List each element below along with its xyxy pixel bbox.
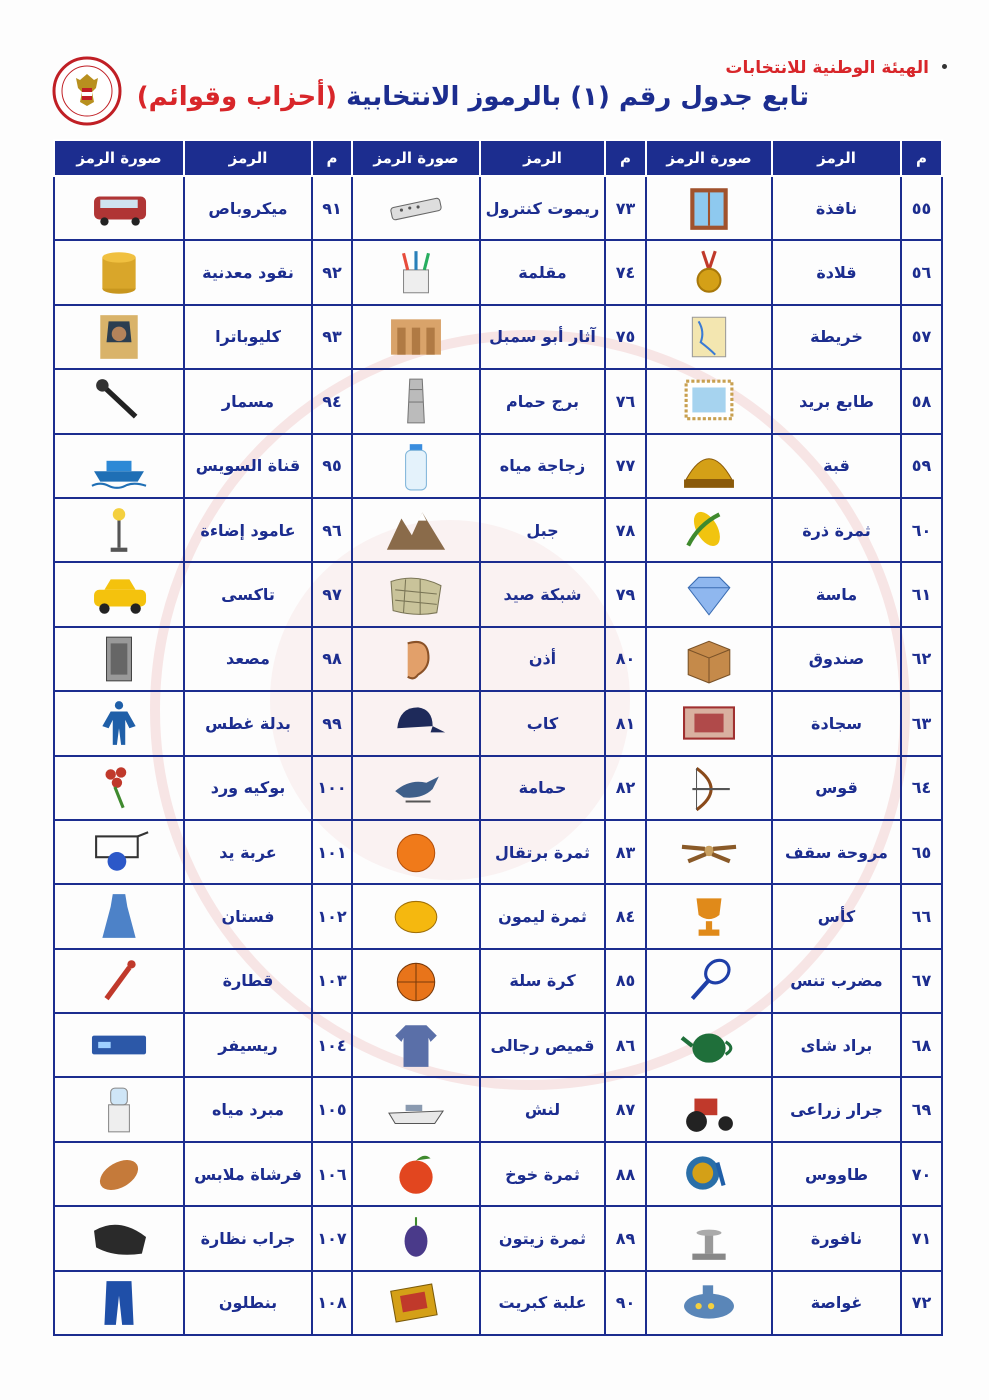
symbol-image: [352, 240, 480, 304]
symbol-image: [352, 884, 480, 948]
title-subtitle: (أحزاب وقوائم): [136, 82, 337, 112]
symbol-name: قناة السويس: [184, 434, 312, 498]
table-row: [54, 305, 942, 369]
symbol-image: [352, 1271, 480, 1335]
symbol-number: ٧٦: [605, 369, 646, 433]
symbol-image: [646, 1206, 772, 1270]
symbol-image: [646, 562, 772, 626]
symbol-image: [646, 627, 772, 691]
symbol-number: ٨٢: [605, 756, 646, 820]
symbol-number: ٧٨: [605, 498, 646, 562]
symbol-image: [352, 627, 480, 691]
symbol-number: ١٠١: [312, 820, 352, 884]
symbol-name: براد شاى: [772, 1013, 901, 1077]
symbol-name: أذن: [480, 627, 605, 691]
symbol-name: جراب نظارة: [184, 1206, 312, 1270]
symbol-number: ٩٧: [312, 562, 352, 626]
symbol-name: آثار أبو سمبل: [480, 305, 605, 369]
symbol-image: [54, 1142, 184, 1206]
cup-icon: [669, 890, 749, 942]
symbol-number: ١٠٣: [312, 949, 352, 1013]
stamp-icon: [669, 375, 749, 427]
cleopatra-icon: [79, 311, 159, 363]
symbol-number: ١٠٧: [312, 1206, 352, 1270]
symbol-image: [352, 756, 480, 820]
speedboat-icon: [376, 1084, 456, 1136]
peach-icon: [376, 1148, 456, 1200]
symbol-image: [646, 369, 772, 433]
lamp-post-icon: [79, 504, 159, 556]
table-row: [54, 756, 942, 820]
symbol-image: [54, 240, 184, 304]
symbol-number: ٧١: [901, 1206, 942, 1270]
bow-icon: [669, 762, 749, 814]
bouquet-icon: [79, 762, 159, 814]
symbol-image: [646, 691, 772, 755]
symbol-number: ٦٦: [901, 884, 942, 948]
coins-icon: [79, 247, 159, 299]
symbol-number: ٦٤: [901, 756, 942, 820]
symbol-number: ٩٨: [312, 627, 352, 691]
symbol-name: قبة: [772, 434, 901, 498]
symbol-number: ٨٩: [605, 1206, 646, 1270]
suez-canal-icon: [79, 440, 159, 492]
symbol-number: ٦٣: [901, 691, 942, 755]
symbol-number: ٩٤: [312, 369, 352, 433]
symbol-number: ٨١: [605, 691, 646, 755]
symbol-name: نقود معدنية: [184, 240, 312, 304]
table-row: [54, 691, 942, 755]
symbol-number: ٩٩: [312, 691, 352, 755]
symbol-number: ٧٩: [605, 562, 646, 626]
symbol-image: [352, 305, 480, 369]
table-row: [54, 498, 942, 562]
receiver-icon: [79, 1019, 159, 1071]
symbol-name: قطارة: [184, 949, 312, 1013]
symbol-number: ١٠٢: [312, 884, 352, 948]
corner-dot: [942, 64, 947, 69]
basketball-icon: [376, 955, 456, 1007]
symbol-image: [352, 434, 480, 498]
col-header-image: صورة الرمز: [646, 140, 772, 176]
symbol-name: جرار زراعى: [772, 1077, 901, 1141]
symbol-number: ٧٠: [901, 1142, 942, 1206]
screw-icon: [79, 375, 159, 427]
symbol-number: ٦١: [901, 562, 942, 626]
symbol-number: ٦٥: [901, 820, 942, 884]
symbol-name: تاكسى: [184, 562, 312, 626]
symbol-number: ٨٤: [605, 884, 646, 948]
ear-icon: [376, 633, 456, 685]
symbol-image: [646, 1077, 772, 1141]
symbol-name: مقلمة: [480, 240, 605, 304]
symbol-image: [646, 1142, 772, 1206]
symbol-name: ثمرة زيتون: [480, 1206, 605, 1270]
symbol-image: [54, 176, 184, 240]
symbol-image: [54, 1013, 184, 1077]
remote-control-icon: [376, 182, 456, 234]
symbol-number: ٩٥: [312, 434, 352, 498]
symbol-image: [646, 820, 772, 884]
symbol-name: كرة سلة: [480, 949, 605, 1013]
mountain-icon: [376, 504, 456, 556]
symbol-number: ١٠٥: [312, 1077, 352, 1141]
symbol-name: كاب: [480, 691, 605, 755]
symbol-number: ٩٦: [312, 498, 352, 562]
glasses-case-icon: [79, 1212, 159, 1264]
minibus-icon: [79, 182, 159, 234]
symbol-number: ٦٧: [901, 949, 942, 1013]
trousers-icon: [79, 1277, 159, 1329]
symbol-name: بنطلون: [184, 1271, 312, 1335]
submarine-icon: [669, 1277, 749, 1329]
symbol-name: شبكة صيد: [480, 562, 605, 626]
table-row: [54, 1206, 942, 1270]
symbol-image: [352, 176, 480, 240]
col-header-num: م: [605, 140, 646, 176]
symbol-name: ماسة: [772, 562, 901, 626]
symbol-name: بوكيه ورد: [184, 756, 312, 820]
symbol-image: [646, 949, 772, 1013]
symbol-image: [646, 434, 772, 498]
col-header-num: م: [901, 140, 942, 176]
map-icon: [669, 311, 749, 363]
abu-simbel-icon: [376, 311, 456, 363]
symbol-name: كليوباترا: [184, 305, 312, 369]
table-row: [54, 1077, 942, 1141]
ceiling-fan-icon: [669, 826, 749, 878]
symbol-image: [646, 884, 772, 948]
symbol-number: ٦٠: [901, 498, 942, 562]
table-row: [54, 369, 942, 433]
table-row: [54, 949, 942, 1013]
symbol-number: ٦٨: [901, 1013, 942, 1077]
symbol-image: [54, 820, 184, 884]
col-header-symbol: الرمز: [772, 140, 901, 176]
symbol-name: حمامة: [480, 756, 605, 820]
symbol-number: ٧٣: [605, 176, 646, 240]
symbol-name: قوس: [772, 756, 901, 820]
page-title: [137, 82, 809, 112]
symbol-name: صندوق: [772, 627, 901, 691]
symbol-image: [352, 1013, 480, 1077]
symbol-number: ٨٥: [605, 949, 646, 1013]
election-authority-logo: [52, 56, 122, 126]
symbols-table: [53, 139, 943, 1336]
symbol-image: [54, 1271, 184, 1335]
col-header-symbol: الرمز: [184, 140, 312, 176]
symbol-number: ٧٥: [605, 305, 646, 369]
symbol-name: لنش: [480, 1077, 605, 1141]
symbol-number: ٧٤: [605, 240, 646, 304]
matchbox-icon: [376, 1277, 456, 1329]
symbol-name: مسمار: [184, 369, 312, 433]
table-row: [54, 434, 942, 498]
taxi-icon: [79, 569, 159, 621]
dress-icon: [79, 890, 159, 942]
symbol-image: [352, 1142, 480, 1206]
elevator-icon: [79, 633, 159, 685]
table-row: [54, 1142, 942, 1206]
symbol-name: مصعد: [184, 627, 312, 691]
symbol-name: ريسيفر: [184, 1013, 312, 1077]
symbol-name: جبل: [480, 498, 605, 562]
organization-name: الهيئة الوطنية للانتخابات: [725, 58, 929, 78]
table-header-row: [54, 140, 942, 176]
symbol-number: ٩١: [312, 176, 352, 240]
symbol-name: طاووس: [772, 1142, 901, 1206]
symbol-number: ٨٠: [605, 627, 646, 691]
corn-icon: [669, 504, 749, 556]
symbol-image: [54, 562, 184, 626]
symbol-image: [54, 949, 184, 1013]
symbol-image: [646, 176, 772, 240]
medal-icon: [669, 247, 749, 299]
symbol-name: مضرب تنس: [772, 949, 901, 1013]
table-row: [54, 1271, 942, 1335]
symbol-name: مبرد مياه: [184, 1077, 312, 1141]
symbol-number: ٥٩: [901, 434, 942, 498]
symbol-name: ريموت كنترول: [480, 176, 605, 240]
symbol-image: [352, 691, 480, 755]
symbol-image: [646, 1013, 772, 1077]
symbol-number: ٧٧: [605, 434, 646, 498]
symbol-number: ١٠٤: [312, 1013, 352, 1077]
carpet-icon: [669, 697, 749, 749]
symbol-number: ١٠٠: [312, 756, 352, 820]
orange-icon: [376, 826, 456, 878]
symbol-image: [54, 305, 184, 369]
wetsuit-icon: [79, 697, 159, 749]
symbol-name: علبة كبريت: [480, 1271, 605, 1335]
symbol-name: سجادة: [772, 691, 901, 755]
dove-icon: [376, 762, 456, 814]
symbol-image: [646, 756, 772, 820]
symbol-name: ثمرة خوخ: [480, 1142, 605, 1206]
symbol-name: قلادة: [772, 240, 901, 304]
symbol-image: [646, 498, 772, 562]
olive-icon: [376, 1212, 456, 1264]
tennis-racket-icon: [669, 955, 749, 1007]
symbol-name: بدلة غطس: [184, 691, 312, 755]
tractor-icon: [669, 1084, 749, 1136]
symbol-name: قميص رجالى: [480, 1013, 605, 1077]
symbol-image: [646, 1271, 772, 1335]
symbol-number: ٥٥: [901, 176, 942, 240]
symbol-image: [54, 627, 184, 691]
handcart-icon: [79, 826, 159, 878]
symbol-number: ٨٧: [605, 1077, 646, 1141]
symbol-name: فستان: [184, 884, 312, 948]
symbol-name: عربة يد: [184, 820, 312, 884]
symbol-name: ثمرة برتقال: [480, 820, 605, 884]
symbol-number: ٥٨: [901, 369, 942, 433]
symbol-name: فرشاة ملابس: [184, 1142, 312, 1206]
symbol-number: ٦٢: [901, 627, 942, 691]
symbol-image: [54, 369, 184, 433]
symbol-image: [352, 562, 480, 626]
col-header-symbol: الرمز: [480, 140, 605, 176]
symbol-image: [352, 949, 480, 1013]
symbol-name: ثمرة ذرة: [772, 498, 901, 562]
pigeon-tower-icon: [376, 375, 456, 427]
shirt-icon: [376, 1019, 456, 1071]
symbol-image: [646, 305, 772, 369]
table-row: [54, 820, 942, 884]
symbol-number: ٨٨: [605, 1142, 646, 1206]
col-header-image: صورة الرمز: [352, 140, 480, 176]
peacock-icon: [669, 1148, 749, 1200]
table-row: [54, 562, 942, 626]
symbol-number: ٦٩: [901, 1077, 942, 1141]
teapot-icon: [669, 1019, 749, 1071]
symbol-number: ١٠٨: [312, 1271, 352, 1335]
symbol-image: [352, 820, 480, 884]
symbol-image: [54, 756, 184, 820]
diamond-icon: [669, 569, 749, 621]
water-cooler-icon: [79, 1084, 159, 1136]
symbol-name: مروحة سقف: [772, 820, 901, 884]
symbol-name: خريطة: [772, 305, 901, 369]
symbol-number: ٥٧: [901, 305, 942, 369]
col-header-image: صورة الرمز: [54, 140, 184, 176]
symbol-name: نافورة: [772, 1206, 901, 1270]
col-header-num: م: [312, 140, 352, 176]
table-row: [54, 240, 942, 304]
symbol-number: ٥٦: [901, 240, 942, 304]
table-row: [54, 884, 942, 948]
symbol-image: [352, 369, 480, 433]
window-icon: [669, 182, 749, 234]
symbol-image: [352, 498, 480, 562]
cap-icon: [376, 697, 456, 749]
symbol-number: ١٠٦: [312, 1142, 352, 1206]
symbol-number: ٩٠: [605, 1271, 646, 1335]
symbol-number: ٩٢: [312, 240, 352, 304]
water-bottle-icon: [376, 440, 456, 492]
symbol-name: نافذة: [772, 176, 901, 240]
symbol-number: ٨٦: [605, 1013, 646, 1077]
fishing-net-icon: [376, 569, 456, 621]
symbol-name: غواصة: [772, 1271, 901, 1335]
page-header: [0, 0, 989, 140]
symbol-image: [54, 498, 184, 562]
box-icon: [669, 633, 749, 685]
symbol-number: ٧٢: [901, 1271, 942, 1335]
lemon-icon: [376, 890, 456, 942]
symbol-name: برج حمام: [480, 369, 605, 433]
dome-icon: [669, 440, 749, 492]
symbol-image: [54, 884, 184, 948]
symbol-number: ٨٣: [605, 820, 646, 884]
symbol-image: [54, 1206, 184, 1270]
title-main: تابع جدول رقم (١) بالرموز الانتخابية: [346, 82, 809, 112]
symbol-image: [646, 240, 772, 304]
fountain-icon: [669, 1212, 749, 1264]
symbol-name: ثمرة ليمون: [480, 884, 605, 948]
table-row: [54, 627, 942, 691]
symbol-image: [352, 1077, 480, 1141]
pencil-cup-icon: [376, 247, 456, 299]
dropper-icon: [79, 955, 159, 1007]
symbol-image: [54, 434, 184, 498]
symbol-image: [54, 691, 184, 755]
symbol-name: زجاجة مياه: [480, 434, 605, 498]
symbol-name: طابع بريد: [772, 369, 901, 433]
symbol-name: ميكروباص: [184, 176, 312, 240]
symbol-image: [54, 1077, 184, 1141]
table-row: [54, 176, 942, 240]
table-row: [54, 1013, 942, 1077]
clothes-brush-icon: [79, 1148, 159, 1200]
symbol-image: [352, 1206, 480, 1270]
symbol-name: عامود إضاءة: [184, 498, 312, 562]
symbol-name: كأس: [772, 884, 901, 948]
symbol-number: ٩٣: [312, 305, 352, 369]
